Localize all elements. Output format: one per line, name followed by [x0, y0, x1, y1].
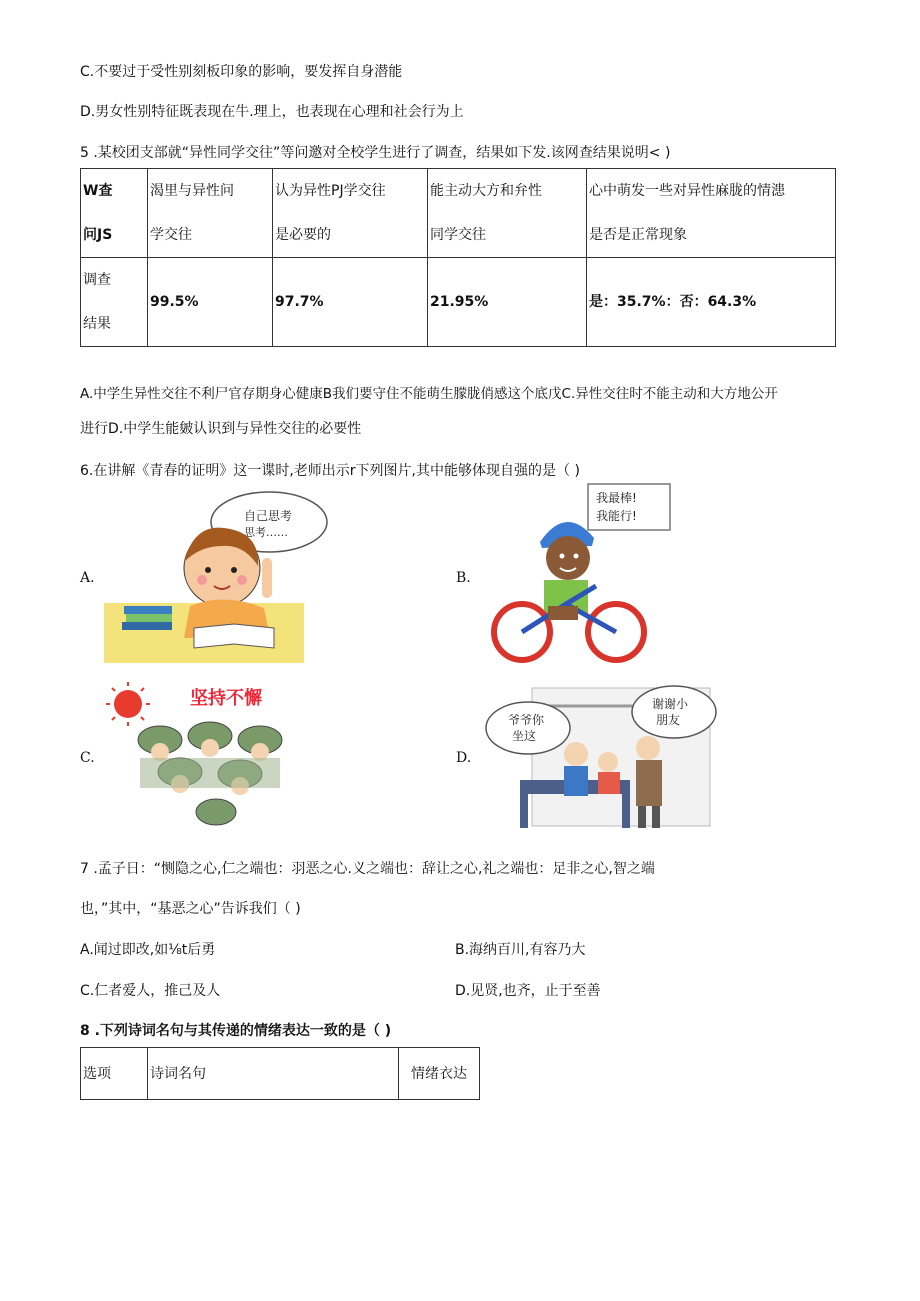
- figure-a-label: A.: [80, 570, 95, 586]
- figure-d-label: D.: [456, 750, 472, 766]
- option-c-text: C.不要过于受性别刻板印象的影响，要发挥自身潜能: [80, 64, 403, 80]
- question-5: 5 .某校团支部就“异性同学交往”等问邀对全校学生进行了调查，结果如下发.该网查结果说明< ): [80, 145, 671, 161]
- bubble-d2-line1: 谢谢小: [652, 697, 689, 711]
- question-7-line2: 也，”其中，“基恶之心”告诉我们（ ): [80, 901, 301, 917]
- question-7-option-d: D.见贤,也齐，止于至善: [455, 983, 601, 999]
- banner-c-text: 坚持不懈: [190, 688, 262, 709]
- bubble-b-line1: 我最棒!: [596, 491, 637, 505]
- question-7-line1: 7 .孟子日：“恻隐之心,仁之端也：羽恶之心.义之端也：辞让之心,礼之端也：足非之心,智之端: [80, 861, 655, 877]
- survey-table: [80, 168, 836, 347]
- figure-c-soldiers: [100, 682, 316, 840]
- table-row-label: 调查 结果: [81, 258, 148, 347]
- bubble-d1-line2: 坐这: [512, 729, 537, 743]
- table-header-cell: 认为异性PJ学交往 是必要的: [273, 169, 428, 258]
- question-7-option-a: A.闻过即改,如⅛t后勇: [80, 942, 216, 958]
- bubble-a-line1: 自己思考: [244, 509, 293, 523]
- figure-b-label: B.: [456, 570, 471, 586]
- question-5-options-line2: 进行D.中学生能皴认识到与异性交往的必要性: [80, 421, 362, 437]
- bubble-b-line2: 我能行!: [596, 509, 637, 523]
- table-cell: 21.95%: [428, 258, 587, 347]
- table-header-cell: 心中萌发一些对异性麻胧的情漶 是否是正常现象: [587, 169, 836, 258]
- bubble-d1-line1: 爷爷你: [508, 713, 545, 727]
- figure-d-bus-seat: [476, 682, 718, 834]
- figure-b-bike-boy: [470, 482, 672, 672]
- bubble-d2-line2: 朋友: [656, 713, 681, 727]
- table-cell: 97.7%: [273, 258, 428, 347]
- poem-table: [80, 1047, 480, 1100]
- table-cell: 是：35.7%：否：64.3%: [587, 258, 836, 347]
- table-header-cell: 能主动大方和弁性 同学交往: [428, 169, 587, 258]
- option-d-text: D.男女性别特征既表现在牛.理上，也表现在心理和社会行为上: [80, 104, 464, 120]
- table-cell: 99.5%: [148, 258, 273, 347]
- table-header-cell: 诗词名句: [148, 1048, 399, 1100]
- question-8: 8 .下列诗词名句与其传递的情绪表达一致的是（ ): [80, 1023, 392, 1039]
- question-7-option-b: B.海纳百川,有容乃大: [455, 942, 586, 958]
- bubble-a-line2: 思考……: [244, 526, 288, 539]
- figure-a-thinking-child: [104, 488, 336, 666]
- table-header-cell: 渴里与异性问 学交往: [148, 169, 273, 258]
- table-header-cell: 选项: [81, 1048, 148, 1100]
- table-header-cell: 情绪衣达: [399, 1048, 480, 1100]
- table-header-cell: W查 问JS: [81, 169, 148, 258]
- question-7-option-c: C.仁者爱人，推己及人: [80, 983, 221, 999]
- question-5-options-line1: A.中学生异性交往不利尸官存期身心健康B我们要守住不能萌生朦胧俏感这个底戊C.异性交往时不能主动和大方地公开: [80, 386, 778, 402]
- question-6: 6.在讲解《青春的证明》这一谍时,老师出示r下列图片,其中能够体现自强的是（ ): [80, 463, 580, 479]
- figure-c-label: C.: [80, 750, 95, 766]
